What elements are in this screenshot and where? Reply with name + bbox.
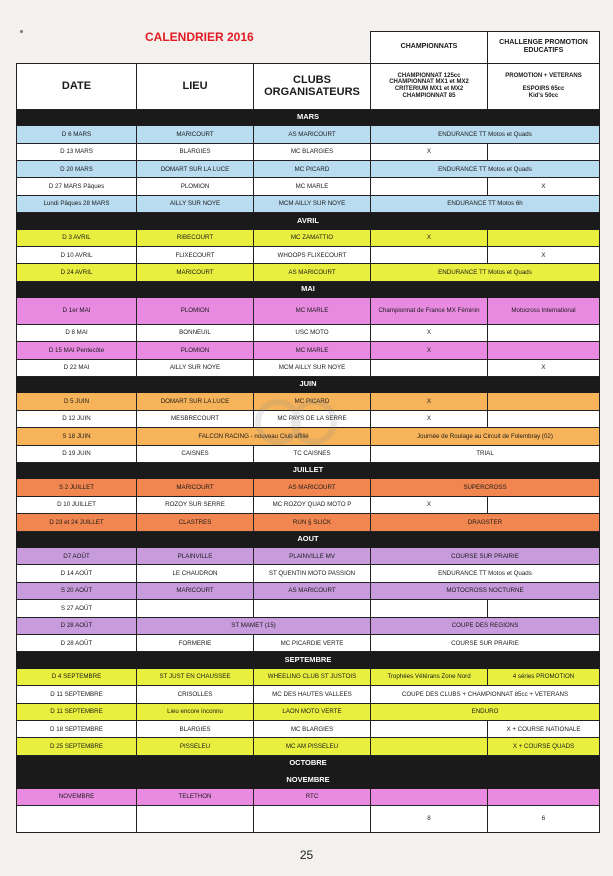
event-row bbox=[17, 806, 600, 833]
event-row bbox=[17, 635, 600, 652]
event-date: D 25 SEPTEMBRE bbox=[17, 738, 137, 755]
event-row bbox=[17, 359, 600, 376]
event-location: RIBECOURT bbox=[137, 229, 254, 246]
event-category: COURSE SUR PRAIRIE bbox=[371, 635, 600, 652]
event-challenge: X + COURSE QUADS bbox=[488, 738, 600, 755]
event-location: MARICOURT bbox=[137, 479, 254, 496]
event-location: ST JUST EN CHAUSSEE bbox=[137, 668, 254, 685]
event-date: D 8 MAI bbox=[17, 324, 137, 341]
event-date: D 15 MAI Pentecôte bbox=[17, 342, 137, 359]
event-category: ENDURANCE TT Motos et Quads bbox=[371, 264, 600, 281]
header-championnats-details bbox=[371, 63, 488, 109]
month-label: JUILLET bbox=[17, 463, 600, 479]
event-challenge bbox=[488, 324, 600, 341]
event-location: BONNEUIL bbox=[137, 324, 254, 341]
event-challenge: X bbox=[488, 247, 600, 264]
event-row bbox=[17, 738, 600, 755]
event-row bbox=[17, 195, 600, 212]
event-row bbox=[17, 126, 600, 143]
header-championnats: CHAMPIONNATS bbox=[371, 32, 488, 64]
event-championnat: Championnat de France MX Féminin bbox=[371, 298, 488, 325]
event-date: D 20 MARS bbox=[17, 161, 137, 178]
event-date: D 27 MARS Pâques bbox=[17, 178, 137, 195]
event-championnat: X bbox=[371, 229, 488, 246]
event-club: MC PICARD bbox=[254, 161, 371, 178]
event-date: S 20 AOÛT bbox=[17, 582, 137, 599]
event-challenge bbox=[488, 342, 600, 359]
event-date: D 18 SEPTEMBRE bbox=[17, 721, 137, 738]
event-category: DRAGSTER bbox=[371, 514, 600, 531]
event-row bbox=[17, 788, 600, 805]
event-club: ST QUENTIN MOTO PASSION bbox=[254, 565, 371, 582]
event-row bbox=[17, 143, 600, 160]
month-row bbox=[17, 772, 600, 788]
month-label: MAI bbox=[17, 281, 600, 297]
challenge-line: PROMOTION + VETERANS bbox=[505, 72, 582, 79]
event-club: MC BLARGIES bbox=[254, 143, 371, 160]
event-challenge: 4 séries PROMOTION bbox=[488, 668, 600, 685]
event-row bbox=[17, 178, 600, 195]
event-category: ENDURANCE TT Motos 6h bbox=[371, 195, 600, 212]
event-club: MC MARLE bbox=[254, 178, 371, 195]
event-club: AS MARICOURT bbox=[254, 582, 371, 599]
event-row bbox=[17, 229, 600, 246]
event-location: LE CHAUDRON bbox=[137, 565, 254, 582]
event-club: WHEELING CLUB ST JUSTOIS bbox=[254, 668, 371, 685]
month-label: MARS bbox=[17, 109, 600, 125]
event-row bbox=[17, 703, 600, 720]
event-row bbox=[17, 479, 600, 496]
header-date: DATE bbox=[17, 63, 137, 109]
event-location: MARICOURT bbox=[137, 264, 254, 281]
month-row bbox=[17, 652, 600, 668]
event-date: D 13 MARS bbox=[17, 143, 137, 160]
event-challenge bbox=[488, 229, 600, 246]
event-row bbox=[17, 582, 600, 599]
page-number: 25 bbox=[299, 848, 314, 862]
month-row bbox=[17, 109, 600, 125]
event-championnat: X bbox=[371, 496, 488, 513]
month-row bbox=[17, 377, 600, 393]
event-row bbox=[17, 514, 600, 531]
event-championnat bbox=[371, 247, 488, 264]
event-club: MCM AILLY SUR NOYE bbox=[254, 195, 371, 212]
event-row bbox=[17, 565, 600, 582]
event-championnat: Trophées Vétérans Zone Nord bbox=[371, 668, 488, 685]
event-date: D 4 SEPTEMBRE bbox=[17, 668, 137, 685]
month-label: OCTOBRE bbox=[17, 755, 600, 771]
event-category: COUPE DES REGIONS bbox=[371, 617, 600, 634]
event-date: S 2 JUILLET bbox=[17, 479, 137, 496]
event-date: D 11 SEPTEMBRE bbox=[17, 703, 137, 720]
calendar-table bbox=[16, 31, 600, 833]
event-location: FLIXECOURT bbox=[137, 247, 254, 264]
event-championnat bbox=[371, 178, 488, 195]
event-date: D 19 JUIN bbox=[17, 445, 137, 462]
event-challenge bbox=[488, 143, 600, 160]
event-location bbox=[137, 806, 254, 833]
event-club: MCM AILLY SUR NOYE bbox=[254, 359, 371, 376]
event-category: ENDURO bbox=[371, 703, 600, 720]
event-row bbox=[17, 342, 600, 359]
event-row bbox=[17, 445, 600, 462]
event-row bbox=[17, 161, 600, 178]
event-category: COUPE DES CLUBS + CHAMPIONNAT 85cc + VETERANS bbox=[371, 686, 600, 703]
event-challenge bbox=[488, 496, 600, 513]
event-club bbox=[254, 806, 371, 833]
header-spacer bbox=[17, 32, 371, 64]
page-title: CALENDRIER 2016 bbox=[145, 30, 254, 44]
event-row bbox=[17, 600, 600, 617]
championnat-line: CHAMPIONNAT 85 bbox=[402, 93, 456, 100]
event-row bbox=[17, 686, 600, 703]
event-row bbox=[17, 264, 600, 281]
championnat-line: CHAMPIONNAT MX1 et MX2 bbox=[389, 79, 469, 86]
event-location: PISSELEU bbox=[137, 738, 254, 755]
event-date: D 24 AVRIL bbox=[17, 264, 137, 281]
event-championnat: X bbox=[371, 324, 488, 341]
month-row bbox=[17, 463, 600, 479]
event-challenge bbox=[488, 600, 600, 617]
month-row bbox=[17, 213, 600, 229]
event-club bbox=[254, 600, 371, 617]
event-date: D 3 AVRIL bbox=[17, 229, 137, 246]
header-challenge-details bbox=[488, 63, 600, 109]
event-club: MC PAYS DE LA SERRE bbox=[254, 410, 371, 427]
event-category: ENDURANCE TT Motos et Quads bbox=[371, 565, 600, 582]
event-date: S 18 JUIN bbox=[17, 428, 137, 445]
event-location: MARICOURT bbox=[137, 126, 254, 143]
event-location: MARICOURT bbox=[137, 582, 254, 599]
challenge-line bbox=[490, 79, 597, 86]
header-clubs: CLUBS ORGANISATEURS bbox=[254, 63, 371, 109]
event-row bbox=[17, 721, 600, 738]
event-date: D 5 JUIN bbox=[17, 393, 137, 410]
event-challenge: Motocross International bbox=[488, 298, 600, 325]
event-club: AS MARICOURT bbox=[254, 264, 371, 281]
event-club: MC ZAMATTIO bbox=[254, 229, 371, 246]
event-championnat: X bbox=[371, 342, 488, 359]
event-challenge: 6 bbox=[488, 806, 600, 833]
event-club: USC MOTO bbox=[254, 324, 371, 341]
event-category: SUPERCROSS bbox=[371, 479, 600, 496]
event-location: PLOMION bbox=[137, 342, 254, 359]
event-date: S 27 AOÛT bbox=[17, 600, 137, 617]
month-label: AVRIL bbox=[17, 213, 600, 229]
event-location-club: ST MAMET (15) bbox=[137, 617, 371, 634]
month-label: SEPTEMBRE bbox=[17, 652, 600, 668]
event-date: D 23 et 24 JUILLET bbox=[17, 514, 137, 531]
event-club: AS MARICOURT bbox=[254, 126, 371, 143]
event-date: D 12 JUIN bbox=[17, 410, 137, 427]
event-row bbox=[17, 668, 600, 685]
event-club: LAON MOTO VERTE bbox=[254, 703, 371, 720]
event-row bbox=[17, 324, 600, 341]
event-location: MESBRECOURT bbox=[137, 410, 254, 427]
event-challenge: X bbox=[488, 359, 600, 376]
event-championnat: X bbox=[371, 410, 488, 427]
challenge-line: Kid's 50cc bbox=[528, 93, 559, 100]
event-category: Journée de Roulage au Circuit de Folembray (02) bbox=[371, 428, 600, 445]
event-championnat bbox=[371, 721, 488, 738]
month-label: NOVEMBRE bbox=[17, 772, 600, 788]
event-location: CAISNES bbox=[137, 445, 254, 462]
event-date bbox=[17, 806, 137, 833]
event-championnat: X bbox=[371, 393, 488, 410]
month-row bbox=[17, 531, 600, 547]
event-club: MC MARLE bbox=[254, 342, 371, 359]
event-location: CRISOLLES bbox=[137, 686, 254, 703]
event-location: PLAINVILLE bbox=[137, 548, 254, 565]
event-date: D 28 AOÛT bbox=[17, 635, 137, 652]
event-row bbox=[17, 393, 600, 410]
event-club: MC DES HAUTES VALLEES bbox=[254, 686, 371, 703]
event-row bbox=[17, 410, 600, 427]
event-club: AS MARICOURT bbox=[254, 479, 371, 496]
event-date: D 28 AOÛT bbox=[17, 617, 137, 634]
event-location: CLASTRES bbox=[137, 514, 254, 531]
championnat-line: CHAMPIONNAT 125cc bbox=[397, 72, 461, 79]
event-location: BLARGIES bbox=[137, 721, 254, 738]
event-date: D 11 SEPTEMBRE bbox=[17, 686, 137, 703]
event-championnat: X bbox=[371, 143, 488, 160]
event-row bbox=[17, 496, 600, 513]
event-date: D 1er MAI bbox=[17, 298, 137, 325]
event-club: MC ROZOY QUAD MOTO P bbox=[254, 496, 371, 513]
header-lieu: LIEU bbox=[137, 63, 254, 109]
event-club: MC PICARDIE VERTE bbox=[254, 635, 371, 652]
event-date: D7 AOÛT bbox=[17, 548, 137, 565]
month-label: JUIN bbox=[17, 377, 600, 393]
event-challenge bbox=[488, 410, 600, 427]
event-date: D 10 AVRIL bbox=[17, 247, 137, 264]
event-category: MOTOCROSS NOCTURNE bbox=[371, 582, 600, 599]
event-location: PLOMION bbox=[137, 298, 254, 325]
event-location bbox=[137, 600, 254, 617]
event-date: NOVEMBRE bbox=[17, 788, 137, 805]
event-date: D 22 MAI bbox=[17, 359, 137, 376]
event-club: RUN § SLICK bbox=[254, 514, 371, 531]
event-club: RTC bbox=[254, 788, 371, 805]
event-club: PLAINVILLE MV bbox=[254, 548, 371, 565]
event-championnat bbox=[371, 600, 488, 617]
event-championnat bbox=[371, 359, 488, 376]
challenge-line: ESPOIRS 65cc bbox=[522, 86, 565, 93]
event-club: WHOOPS FLIXECOURT bbox=[254, 247, 371, 264]
event-club: MC PICARD bbox=[254, 393, 371, 410]
event-championnat bbox=[371, 788, 488, 805]
month-label: AOUT bbox=[17, 531, 600, 547]
event-club: MC BLARGIES bbox=[254, 721, 371, 738]
event-championnat bbox=[371, 738, 488, 755]
event-location: BLARGIES bbox=[137, 143, 254, 160]
event-category: TRIAL bbox=[371, 445, 600, 462]
header-challenge: CHALLENGE PROMOTION EDUCATIFS bbox=[488, 32, 600, 64]
event-date: Lundi Pâques 28 MARS bbox=[17, 195, 137, 212]
event-location: DOMART SUR LA LUCE bbox=[137, 393, 254, 410]
event-category: ENDURANCE TT Motos et Quads bbox=[371, 161, 600, 178]
event-championnat: 8 bbox=[371, 806, 488, 833]
event-location: AILLY SUR NOYE bbox=[137, 195, 254, 212]
event-club: TC CAISNES bbox=[254, 445, 371, 462]
event-row bbox=[17, 548, 600, 565]
event-club: MC AM PISSELEU bbox=[254, 738, 371, 755]
championnat-line: CRITERIUM MX1 et MX2 bbox=[394, 86, 464, 93]
event-challenge bbox=[488, 393, 600, 410]
event-location: FORMERIE bbox=[137, 635, 254, 652]
event-location: TELETHON bbox=[137, 788, 254, 805]
event-club: MC MARLE bbox=[254, 298, 371, 325]
event-challenge: X + COURSE NATIONALE bbox=[488, 721, 600, 738]
event-location: Lieu encore inconnu bbox=[137, 703, 254, 720]
event-date: D 10 JUILLET bbox=[17, 496, 137, 513]
event-row bbox=[17, 617, 600, 634]
event-row bbox=[17, 298, 600, 325]
event-category: COURSE SUR PRAIRIE bbox=[371, 548, 600, 565]
event-challenge bbox=[488, 788, 600, 805]
month-row bbox=[17, 755, 600, 771]
event-row bbox=[17, 428, 600, 445]
event-location-club: FALCON RACING - nouveau Club affilié bbox=[137, 428, 371, 445]
event-category: ENDURANCE TT Motos et Quads bbox=[371, 126, 600, 143]
month-row bbox=[17, 281, 600, 297]
event-location: DOMART SUR LA LUCE bbox=[137, 161, 254, 178]
event-location: PLOMION bbox=[137, 178, 254, 195]
event-date: D 6 MARS bbox=[17, 126, 137, 143]
event-location: ROZOY SUR SERRE bbox=[137, 496, 254, 513]
event-row bbox=[17, 247, 600, 264]
event-date: D 14 AOÛT bbox=[17, 565, 137, 582]
event-location: AILLY SUR NOYE bbox=[137, 359, 254, 376]
event-challenge: X bbox=[488, 178, 600, 195]
